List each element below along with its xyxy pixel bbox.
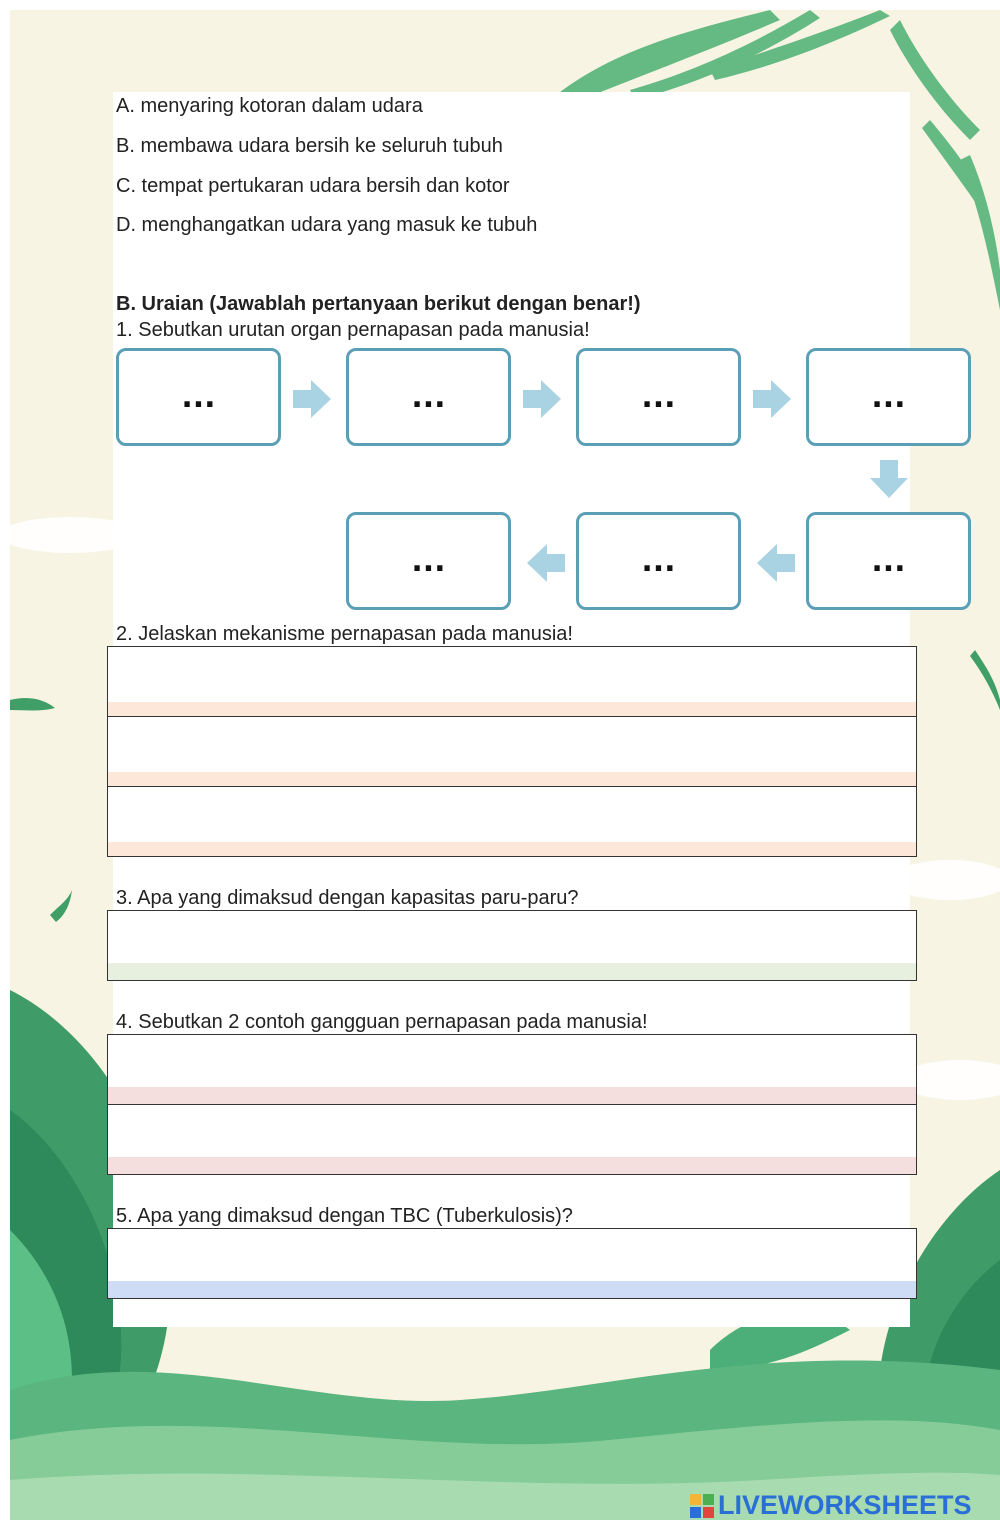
option-d[interactable]: D. menghangatkan udara yang masuk ke tubuh [116, 214, 538, 236]
liveworksheets-logo[interactable] [690, 1490, 972, 1521]
question-2: 2. Jelaskan mekanisme pernapasan pada manusia! [116, 623, 573, 645]
answer-input[interactable] [108, 911, 916, 980]
question-5: 5. Apa yang dimaksud dengan TBC (Tuberkulosis)? [116, 1205, 573, 1227]
answer-field-q2-3[interactable] [107, 786, 917, 857]
section-b-heading: B. Uraian (Jawablah pertanyaan berikut dengan benar!) [116, 293, 641, 315]
question-3: 3. Apa yang dimaksud dengan kapasitas paru-paru? [116, 887, 579, 909]
answer-input[interactable] [108, 647, 916, 716]
organ-box-7[interactable]: ... [346, 512, 511, 610]
arrow-left-icon [527, 544, 565, 582]
organ-box-3[interactable]: ... [576, 348, 741, 446]
logo-cubes-icon [690, 1494, 714, 1518]
answer-input[interactable] [108, 787, 916, 856]
answer-input[interactable] [108, 1229, 916, 1298]
answer-field-q3[interactable] [107, 910, 917, 981]
answer-field-q5[interactable] [107, 1228, 917, 1299]
organ-box-5[interactable]: ... [806, 512, 971, 610]
option-a[interactable]: A. menyaring kotoran dalam udara [116, 95, 423, 117]
option-c[interactable]: C. tempat pertukaran udara bersih dan kotor [116, 175, 510, 197]
question-1: 1. Sebutkan urutan organ pernapasan pada manusia! [116, 319, 590, 341]
organ-box-6[interactable]: ... [576, 512, 741, 610]
arrow-right-icon [293, 380, 331, 418]
arrow-down-icon [870, 460, 908, 498]
question-4: 4. Sebutkan 2 contoh gangguan pernapasan pada manusia! [116, 1011, 648, 1033]
answer-input[interactable] [108, 1105, 916, 1174]
answer-field-q4-1[interactable] [107, 1034, 917, 1105]
organ-box-1[interactable]: ... [116, 348, 281, 446]
answer-input[interactable] [108, 717, 916, 786]
arrow-right-icon [753, 380, 791, 418]
answer-field-q2-1[interactable] [107, 646, 917, 717]
answer-field-q4-2[interactable] [107, 1104, 917, 1175]
arrow-left-icon [757, 544, 795, 582]
answer-input[interactable] [108, 1035, 916, 1104]
arrow-right-icon [523, 380, 561, 418]
option-b[interactable]: B. membawa udara bersih ke seluruh tubuh [116, 135, 503, 157]
answer-field-q2-2[interactable] [107, 716, 917, 787]
organ-box-2[interactable]: ... [346, 348, 511, 446]
organ-box-4[interactable]: ... [806, 348, 971, 446]
brand-name: LIVEWORKSHEETS [718, 1490, 972, 1520]
